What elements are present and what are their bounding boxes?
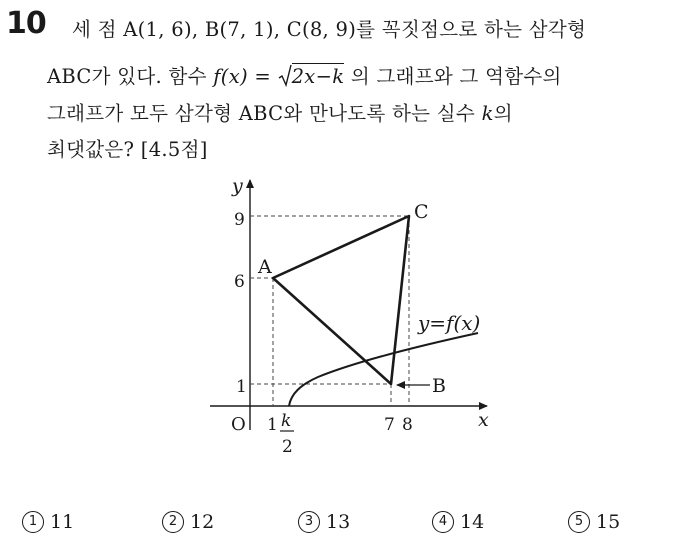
sqrt-radicand: 2x−k	[291, 65, 345, 88]
choice-4[interactable]	[432, 511, 484, 533]
question-line-2-end: 의 그래프와 그 역함수의	[344, 65, 562, 88]
origin-label: O	[231, 414, 246, 435]
x-tick-8: 8	[402, 415, 413, 435]
x-tick-1: 1	[267, 415, 278, 435]
choice-1-marker: 1	[22, 511, 44, 533]
x-tick-k-denominator: 2	[282, 437, 293, 457]
question-line-3-start: 그래프가 모두 삼각형 ABC와 만나도록 하는 실수	[47, 102, 482, 125]
question-line-1: 세 점 A(1, 6), B(7, 1), C(8, 9)를 꼭짓점으로 하는 삼각형	[72, 18, 587, 41]
x-tick-7: 7	[384, 415, 395, 435]
question-line-3-end: 의	[493, 102, 513, 125]
y-axis-label: y	[232, 175, 243, 197]
function-name: f(x)	[213, 65, 248, 88]
question-number: 10	[6, 6, 46, 41]
choice-4-value: 14	[460, 511, 485, 533]
triangle-abc	[273, 216, 409, 384]
choice-3-value: 13	[326, 511, 351, 533]
equals-sign: =	[247, 65, 278, 88]
function-curve	[289, 333, 478, 406]
answer-choices	[0, 511, 693, 545]
choice-2[interactable]	[162, 511, 214, 533]
y-tick-1: 1	[236, 377, 247, 397]
question-line-2-start: ABC가 있다. 함수	[47, 65, 214, 88]
choice-3[interactable]	[298, 511, 350, 533]
x-axis-label: x	[478, 409, 489, 431]
choice-2-marker: 2	[162, 511, 184, 533]
choice-5-marker: 5	[568, 511, 590, 533]
question-line-4: 최댓값은? [4.5점]	[47, 138, 208, 161]
choice-4-marker: 4	[432, 511, 454, 533]
point-b-label: B	[432, 375, 446, 397]
choice-5[interactable]	[568, 511, 620, 533]
choice-1-value: 11	[50, 511, 75, 533]
y-tick-6: 6	[234, 272, 245, 292]
y-tick-9: 9	[234, 210, 245, 230]
point-c-label: C	[414, 201, 429, 223]
variable-k: k	[481, 102, 494, 125]
curve-label: y=f(x)	[418, 311, 481, 335]
x-tick-k-numerator: k	[281, 411, 292, 431]
choice-2-value: 12	[190, 511, 215, 533]
choice-3-marker: 3	[298, 511, 320, 533]
point-a-label: A	[258, 256, 272, 278]
choice-1[interactable]	[22, 511, 74, 533]
choice-5-value: 15	[596, 511, 621, 533]
